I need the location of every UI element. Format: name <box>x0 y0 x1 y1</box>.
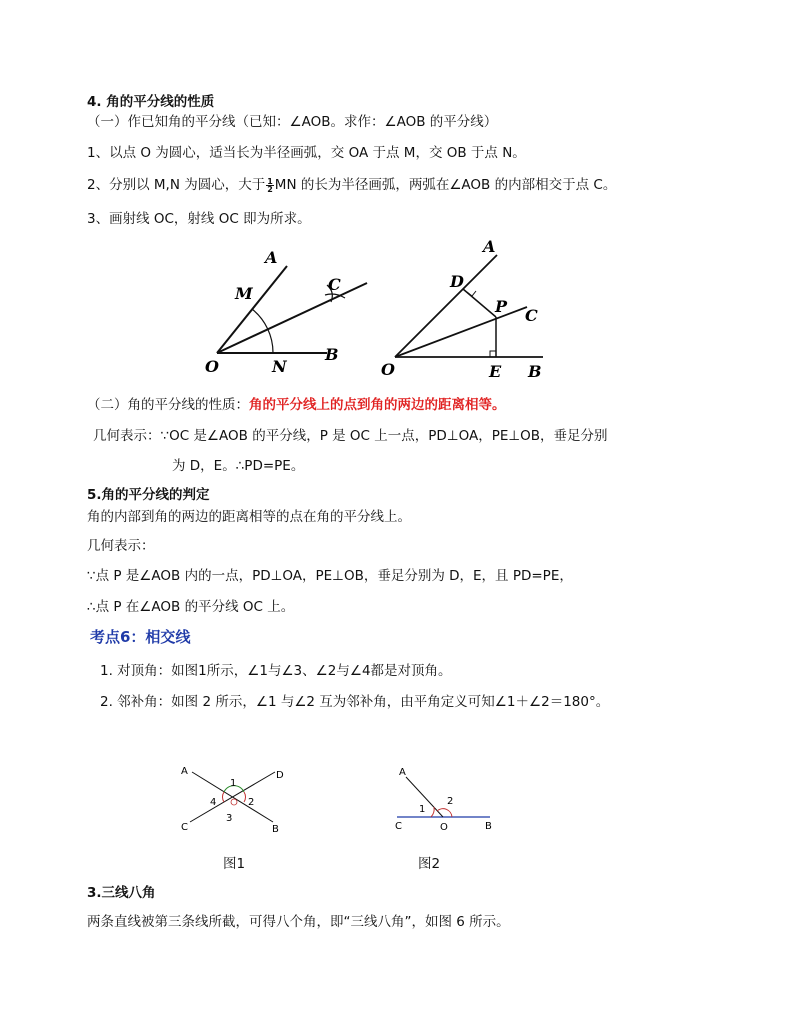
angle-arc-2 <box>244 792 246 802</box>
label-m: M <box>235 284 253 303</box>
label-b: B <box>528 362 542 381</box>
fraction-denominator: 2 <box>267 184 273 194</box>
label-e: E <box>489 362 502 381</box>
fig1-label-b: B <box>272 824 279 835</box>
label-n: N <box>272 357 287 376</box>
fig2-angle-2: 2 <box>447 796 454 807</box>
vertical-angles-item: 1. 对顶角：如图1所示，∠1与∠3、∠2与∠4都是对顶角。 <box>100 663 452 679</box>
step-2-pre: 2、分别以 M,N 为圆心，大于 <box>87 177 266 193</box>
geometric-expression-1: 几何表示：∵OC 是∠AOB 的平分线，P 是 OC 上一点，PD⊥OA，PE⊥OB，垂足分别 <box>93 428 608 444</box>
label-a: A <box>265 248 278 267</box>
figure-2-adjacent-angles <box>390 760 500 835</box>
fig2-angle-1: 1 <box>419 804 426 815</box>
fig2-label-o: O <box>440 822 448 833</box>
label-d: D <box>450 272 464 291</box>
ray-oc <box>395 307 527 357</box>
fig1-label-c: C <box>181 822 188 833</box>
bisector-property <box>87 396 506 414</box>
fig2-label-c: C <box>395 821 402 832</box>
label-o: O <box>205 357 219 376</box>
criterion-conclusion: ∴点 P 在∠AOB 的平分线 OC 上。 <box>87 599 295 615</box>
figure-1-vertical-angles <box>175 760 290 835</box>
fig1-label-d: D <box>276 770 284 781</box>
step-3: 3、画射线 OC，射线 OC 即为所求。 <box>87 211 311 227</box>
fig1-angle-2: 2 <box>248 797 255 808</box>
bisector-construction-figure <box>195 240 385 380</box>
label-o: O <box>381 360 395 379</box>
figure-2-caption: 图2 <box>418 856 441 872</box>
fig1-angle-3: 3 <box>226 813 233 824</box>
subheading-construct-bisector: （一）作已知角的平分线（已知：∠AOB。求作：∠AOB 的平分线） <box>87 114 498 130</box>
angle-arc-1 <box>431 807 434 817</box>
step-2-post: MN 的长为半径画弧，两弧在∠AOB 的内部相交于点 C。 <box>274 177 617 193</box>
property-label: （二）角的平分线的性质： <box>87 397 249 413</box>
fig2-label-a: A <box>399 767 406 778</box>
adjacent-angles-item: 2. 邻补角：如图 2 所示，∠1 与∠2 互为邻补角，由平角定义可知∠1＋∠2＝180°。 <box>100 694 610 710</box>
ray-oa <box>395 255 497 357</box>
label-c: C <box>328 275 341 294</box>
section-5-title: 5.角的平分线的判定 <box>87 487 210 503</box>
angle-arc-4 <box>222 792 224 802</box>
three-lines-eight-angles-text: 两条直线被第三条线所截，可得八个角，即“三线八角”，如图 6 所示。 <box>87 914 510 930</box>
fig2-label-b: B <box>485 821 492 832</box>
bisector-property-figure <box>375 235 560 383</box>
property-statement: 角的平分线上的点到角的两边的距离相等。 <box>249 397 506 413</box>
section-4-title: 4. 角的平分线的性质 <box>87 94 215 110</box>
criterion-statement: 角的内部到角的两边的距离相等的点在角的平分线上。 <box>87 509 411 525</box>
label-c: C <box>525 306 538 325</box>
geometric-expression-2: 为 D，E。∴PD=PE。 <box>172 458 305 474</box>
label-b: B <box>325 345 339 364</box>
step-2 <box>87 176 616 194</box>
figure-1-caption: 图1 <box>223 856 246 872</box>
fig1-label-a: A <box>181 766 188 777</box>
fraction-numerator: 1 <box>267 176 273 186</box>
right-angle-d <box>467 291 476 296</box>
section-3-title: 3.三线八角 <box>87 885 156 901</box>
label-p: P <box>495 297 508 316</box>
criterion-premise: ∵点 P 是∠AOB 内的一点，PD⊥OA，PE⊥OB，垂足分别为 D，E，且 PD=PE， <box>87 568 573 584</box>
step-1: 1、以点 O 为圆心，适当长为半径画弧，交 OA 于点 M，交 OB 于点 N。 <box>87 145 526 161</box>
fig1-angle-4: 4 <box>210 797 217 808</box>
kaodian-6-title: 考点6：相交线 <box>90 628 191 646</box>
geometric-expression-label: 几何表示： <box>87 538 155 554</box>
fig1-angle-1: 1 <box>230 778 237 789</box>
angle-arc-3 <box>231 799 237 805</box>
fraction-one-half <box>266 178 274 193</box>
label-a: A <box>483 237 496 256</box>
